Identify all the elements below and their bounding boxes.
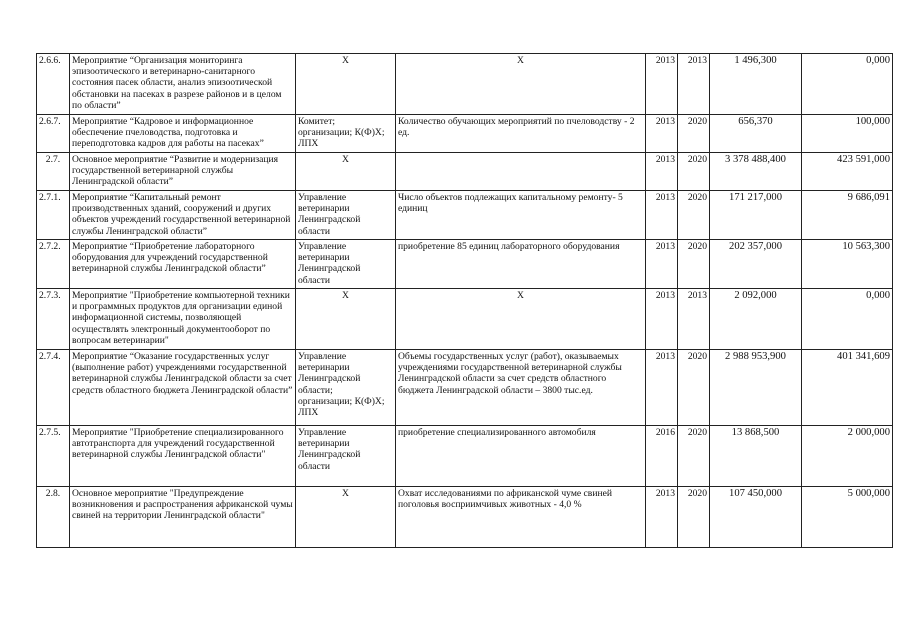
indicator: приобретение специализированного автомобиля	[396, 426, 646, 487]
total-amount: 171 217,000	[710, 191, 802, 240]
funding-amount: 423 591,000	[802, 153, 893, 191]
executor: Х	[296, 54, 396, 115]
start-year: 2013	[646, 240, 678, 289]
row-number: 2.8.	[37, 487, 70, 548]
end-year: 2020	[678, 153, 710, 191]
start-year: 2013	[646, 289, 678, 350]
activity-name: Мероприятие “Капитальный ремонт производственных зданий, сооружений и других объектов учреждений государственной ветеринарной службы Ленинградской области”	[70, 191, 296, 240]
table-row	[37, 115, 893, 153]
table-row	[37, 487, 893, 548]
executor: Управление ветеринарии Ленинградской области	[296, 426, 396, 487]
funding-amount: 0,000	[802, 289, 893, 350]
start-year: 2013	[646, 191, 678, 240]
start-year: 2013	[646, 153, 678, 191]
start-year: 2013	[646, 350, 678, 426]
table-row	[37, 289, 893, 350]
activity-name: Основное мероприятие "Предупреждение возникновения и распространения африканской чумы свиней на территории Ленинградской области"	[70, 487, 296, 548]
total-amount: 1 496,300	[710, 54, 802, 115]
executor: Х	[296, 289, 396, 350]
total-amount: 13 868,500	[710, 426, 802, 487]
total-amount: 2 092,000	[710, 289, 802, 350]
funding-amount: 10 563,300	[802, 240, 893, 289]
start-year: 2013	[646, 115, 678, 153]
activity-name: Мероприятие “Организация мониторинга эпизоотического и ветеринарно-санитарного состояния пасек области, анализ эпизоотической обстановки на пасеках в разрезе районов и в целом по области”	[70, 54, 296, 115]
start-year: 2013	[646, 54, 678, 115]
executor: Х	[296, 153, 396, 191]
program-activities-table	[36, 53, 893, 548]
indicator: Х	[396, 54, 646, 115]
executor: Комитет; организации; К(Ф)Х; ЛПХ	[296, 115, 396, 153]
table-row	[37, 153, 893, 191]
indicator: Число объектов подлежащих капитальному ремонту- 5 единиц	[396, 191, 646, 240]
activity-name: Мероприятие "Приобретение компьютерной техники и программных продуктов для организации единой информационной системы, позволяющей осуществлять электронный документооборот по вопросам ветеринарии"	[70, 289, 296, 350]
funding-amount: 9 686,091	[802, 191, 893, 240]
indicator	[396, 153, 646, 191]
row-number: 2.7.	[37, 153, 70, 191]
end-year: 2013	[678, 54, 710, 115]
executor: Управление ветеринарии Ленинградской области; организации; К(Ф)Х; ЛПХ	[296, 350, 396, 426]
activity-name: Мероприятие “Оказание государственных услуг (выполнение работ) учреждениями государственной ветеринарной службы Ленинградской области за счет средств областного бюджета Ленинградской области”	[70, 350, 296, 426]
total-amount: 3 378 488,400	[710, 153, 802, 191]
row-number: 2.7.4.	[37, 350, 70, 426]
executor: Управление ветеринарии Ленинградской области	[296, 191, 396, 240]
end-year: 2020	[678, 487, 710, 548]
activity-name: Мероприятие "Приобретение специализированного автотранспорта для учреждений государственной ветеринарной службы Ленинградской области"	[70, 426, 296, 487]
total-amount: 202 357,000	[710, 240, 802, 289]
end-year: 2020	[678, 115, 710, 153]
total-amount: 107 450,000	[710, 487, 802, 548]
total-amount: 2 988 953,900	[710, 350, 802, 426]
row-number: 2.6.6.	[37, 54, 70, 115]
total-amount: 656,370	[710, 115, 802, 153]
funding-amount: 401 341,609	[802, 350, 893, 426]
row-number: 2.7.2.	[37, 240, 70, 289]
funding-amount: 100,000	[802, 115, 893, 153]
table-row	[37, 426, 893, 487]
funding-amount: 2 000,000	[802, 426, 893, 487]
indicator: Объемы государственных услуг (работ), оказываемых учреждениями государственной ветеринарной службы Ленинградской области за счет средств областного бюджета Ленинградской области – 3800 тыс.ед.	[396, 350, 646, 426]
row-number: 2.7.3.	[37, 289, 70, 350]
table-row	[37, 191, 893, 240]
end-year: 2020	[678, 240, 710, 289]
row-number: 2.7.5.	[37, 426, 70, 487]
executor: Управление ветеринарии Ленинградской области	[296, 240, 396, 289]
end-year: 2013	[678, 289, 710, 350]
indicator: приобретение 85 единиц лабораторного оборудования	[396, 240, 646, 289]
row-number: 2.6.7.	[37, 115, 70, 153]
start-year: 2013	[646, 487, 678, 548]
indicator: Х	[396, 289, 646, 350]
funding-amount: 5 000,000	[802, 487, 893, 548]
end-year: 2020	[678, 191, 710, 240]
indicator: Количество обучающих мероприятий по пчеловодству - 2 ед.	[396, 115, 646, 153]
executor: Х	[296, 487, 396, 548]
start-year: 2016	[646, 426, 678, 487]
end-year: 2020	[678, 426, 710, 487]
activity-name: Мероприятие “Приобретение лабораторного оборудования для учреждений государственной ветеринарной службы Ленинградской области”	[70, 240, 296, 289]
row-number: 2.7.1.	[37, 191, 70, 240]
funding-amount: 0,000	[802, 54, 893, 115]
table-row	[37, 350, 893, 426]
indicator: Охват исследованиями по африканской чуме свиней поголовья восприимчивых животных - 4,0 %	[396, 487, 646, 548]
activity-name: Основное мероприятие “Развитие и модернизация государственной ветеринарной службы Ленинградской области”	[70, 153, 296, 191]
table-row	[37, 240, 893, 289]
end-year: 2020	[678, 350, 710, 426]
table-row	[37, 54, 893, 115]
activity-name: Мероприятие “Кадровое и информационное обеспечение пчеловодства, подготовка и переподготовка кадров для работы на пасеках”	[70, 115, 296, 153]
